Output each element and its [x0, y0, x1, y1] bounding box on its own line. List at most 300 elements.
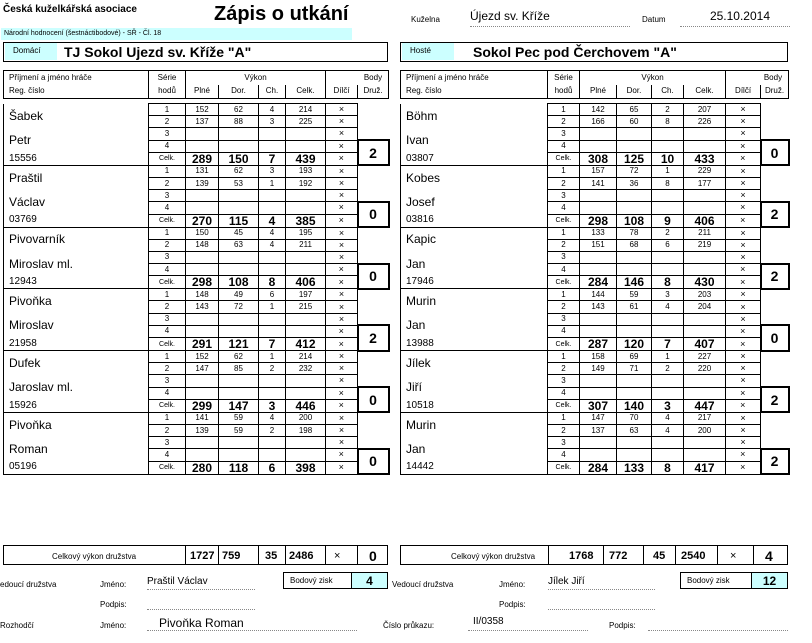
series-number: 4: [149, 387, 186, 399]
series-number: 4: [548, 202, 580, 214]
series-value: 4: [259, 104, 286, 116]
total-label: Celk.: [548, 214, 580, 227]
partial-points-cell: ×: [326, 437, 358, 449]
series-value: [684, 375, 726, 387]
series-value: 166: [580, 116, 617, 128]
series-value: 8: [652, 177, 684, 189]
table-row: [401, 251, 789, 263]
table-row: [4, 214, 389, 227]
away-header-ch: Ch.: [652, 85, 684, 99]
table-row: [4, 251, 389, 263]
table-row: [4, 289, 389, 301]
series-value: [259, 437, 286, 449]
player-first-name: Jan: [401, 313, 548, 337]
series-value: [286, 313, 326, 325]
home-header-player: Příjmení a jméno hráče: [4, 71, 149, 85]
series-value: 200: [684, 424, 726, 436]
player-total-value: 447: [684, 399, 726, 412]
player-points: 0: [761, 140, 789, 165]
player-reg-number: 15556: [4, 152, 149, 165]
series-number: 1: [548, 104, 580, 116]
series-value: [219, 190, 259, 202]
series-value: [186, 251, 219, 263]
series-value: 131: [186, 165, 219, 177]
partial-points-cell: ×: [726, 116, 761, 128]
home-points-gain: [283, 572, 388, 589]
player-total-value: 446: [286, 399, 326, 412]
series-value: [617, 437, 652, 449]
series-value: [580, 387, 617, 399]
player-total-value: 8: [652, 461, 684, 474]
player-points: 2: [761, 264, 789, 289]
series-value: 193: [286, 165, 326, 177]
series-number: 4: [548, 449, 580, 461]
series-value: [286, 128, 326, 140]
series-value: [684, 437, 726, 449]
partial-points-cell: ×: [326, 116, 358, 128]
partial-points-cell: ×: [726, 437, 761, 449]
venue-label: Kuželna: [411, 15, 440, 24]
player-points: 0: [761, 325, 789, 350]
player-total-value: 140: [617, 399, 652, 412]
series-number: 1: [548, 412, 580, 424]
total-label: Celk.: [548, 276, 580, 289]
points-spacer: [358, 104, 389, 141]
series-value: 62: [219, 165, 259, 177]
series-value: [286, 190, 326, 202]
home-header-dor: Dor.: [219, 85, 259, 99]
series-value: [186, 202, 219, 214]
table-row: [401, 338, 789, 351]
home-tag: Domácí: [5, 43, 57, 60]
player-first-name: Václav: [4, 190, 149, 214]
partial-points-cell: ×: [726, 140, 761, 152]
player-reg-number: 17946: [401, 276, 548, 289]
player-first-name: Petr: [4, 128, 149, 152]
series-number: 2: [149, 301, 186, 313]
series-value: 70: [617, 412, 652, 424]
series-value: 198: [286, 424, 326, 436]
partial-points-cell: ×: [326, 128, 358, 140]
series-number: 3: [548, 190, 580, 202]
partial-points-cell: ×: [726, 214, 761, 227]
series-value: [652, 437, 684, 449]
player-first-name: Miroslav: [4, 313, 149, 337]
partial-points-cell: ×: [726, 375, 761, 387]
player-surname: Kobes: [401, 165, 548, 189]
home-header-series: Série: [149, 71, 186, 85]
player-total-value: 407: [684, 338, 726, 351]
series-value: [219, 437, 259, 449]
series-value: [186, 387, 219, 399]
player-total-value: 8: [652, 276, 684, 289]
series-value: [684, 313, 726, 325]
series-value: 72: [219, 301, 259, 313]
series-value: 3: [259, 116, 286, 128]
date-value: 25.10.2014: [680, 9, 790, 27]
table-row: [4, 351, 389, 363]
series-value: [286, 140, 326, 152]
series-value: 88: [219, 116, 259, 128]
player-first-name: Jiří: [401, 375, 548, 399]
player-points: 0: [358, 202, 389, 227]
player-total-value: 108: [219, 276, 259, 289]
series-value: 68: [617, 239, 652, 251]
points-spacer: [358, 289, 389, 326]
series-value: 1: [259, 351, 286, 363]
home-signature-line[interactable]: [147, 596, 255, 610]
partial-points-cell: ×: [726, 165, 761, 177]
series-number: 3: [548, 375, 580, 387]
series-value: 141: [580, 177, 617, 189]
series-value: [259, 375, 286, 387]
away-total-ch: 45: [653, 550, 666, 562]
partial-points-cell: ×: [726, 152, 761, 165]
home-header-celk: Celk.: [286, 85, 326, 99]
total-label: Celk.: [149, 461, 186, 474]
partial-points-cell: ×: [326, 301, 358, 313]
card-label: Číslo průkazu:: [383, 621, 435, 630]
away-points-gain-label: Bodový zisk: [687, 576, 730, 585]
player-reg-number: 10518: [401, 399, 548, 412]
away-signature-label: Podpis:: [499, 600, 526, 609]
partial-points-cell: ×: [726, 190, 761, 202]
series-value: [186, 140, 219, 152]
series-value: 200: [286, 412, 326, 424]
away-header-druz: Druž.: [761, 85, 789, 99]
series-value: [580, 264, 617, 276]
away-leader-name: Jílek Jiří: [548, 576, 655, 590]
series-number: 2: [548, 301, 580, 313]
series-value: 69: [617, 351, 652, 363]
player-total-value: 298: [580, 214, 617, 227]
series-value: [219, 325, 259, 337]
table-row: [401, 276, 789, 289]
home-header-dilci: Dílčí: [326, 85, 358, 99]
player-total-value: 6: [259, 461, 286, 474]
series-number: 1: [149, 104, 186, 116]
player-points: 0: [358, 387, 389, 412]
away-tag: Hosté: [402, 43, 454, 60]
home-total-ch: 35: [265, 550, 278, 562]
table-row: [401, 437, 789, 449]
partial-points-cell: ×: [726, 387, 761, 399]
player-total-value: 287: [580, 338, 617, 351]
partial-points-cell: ×: [326, 251, 358, 263]
series-value: 197: [286, 289, 326, 301]
series-number: 3: [149, 190, 186, 202]
series-value: [286, 264, 326, 276]
player-reg-number: 03769: [4, 214, 149, 227]
series-value: 59: [219, 412, 259, 424]
table-row: [401, 128, 789, 140]
series-value: 225: [286, 116, 326, 128]
partial-points-cell: ×: [326, 399, 358, 412]
series-value: 232: [286, 363, 326, 375]
partial-points-cell: ×: [326, 214, 358, 227]
series-value: [219, 264, 259, 276]
series-value: 85: [219, 363, 259, 375]
home-total-dor: 759: [222, 550, 241, 562]
player-total-value: 3: [259, 399, 286, 412]
series-value: 2: [652, 363, 684, 375]
series-value: 71: [617, 363, 652, 375]
series-value: [259, 325, 286, 337]
series-value: 6: [259, 289, 286, 301]
series-number: 3: [149, 375, 186, 387]
player-reg-number: 05196: [4, 461, 149, 474]
series-value: 215: [286, 301, 326, 313]
partial-points-cell: ×: [726, 276, 761, 289]
total-label: Celk.: [149, 152, 186, 165]
away-results-table: [400, 70, 790, 475]
partial-points-cell: ×: [726, 424, 761, 436]
series-value: [580, 128, 617, 140]
partial-points-cell: ×: [726, 104, 761, 116]
partial-points-cell: ×: [726, 202, 761, 214]
series-value: 4: [652, 424, 684, 436]
series-value: [652, 313, 684, 325]
away-total-label: Celkový výkon družstva: [451, 552, 536, 561]
series-value: [580, 437, 617, 449]
player-total-value: 291: [186, 338, 219, 351]
series-number: 3: [149, 437, 186, 449]
partial-points-cell: ×: [326, 387, 358, 399]
table-row: [401, 214, 789, 227]
table-row: [401, 289, 789, 301]
points-spacer: [358, 165, 389, 202]
home-name-label: Jméno:: [100, 580, 127, 589]
series-value: 78: [617, 227, 652, 239]
partial-points-cell: ×: [726, 363, 761, 375]
player-surname: Pivoňka: [4, 289, 149, 313]
player-total-value: 406: [286, 276, 326, 289]
series-number: 1: [149, 165, 186, 177]
series-value: 45: [219, 227, 259, 239]
away-header-dilci: Dílčí: [726, 85, 761, 99]
partial-points-cell: ×: [726, 449, 761, 461]
series-value: [580, 202, 617, 214]
away-header-celk: Celk.: [684, 85, 726, 99]
away-header-player: Příjmení a jméno hráče: [401, 71, 548, 85]
partial-points-cell: ×: [726, 264, 761, 276]
series-value: [652, 264, 684, 276]
player-first-name: Ivan: [401, 128, 548, 152]
series-value: 150: [186, 227, 219, 239]
partial-points-cell: ×: [326, 289, 358, 301]
series-value: [580, 449, 617, 461]
series-value: [286, 325, 326, 337]
series-value: 60: [617, 116, 652, 128]
player-surname: Dufek: [4, 351, 149, 375]
series-value: [617, 190, 652, 202]
partial-points-cell: ×: [726, 239, 761, 251]
series-value: 36: [617, 177, 652, 189]
series-number: 2: [548, 424, 580, 436]
player-reg-number: 14442: [401, 461, 548, 474]
series-value: [259, 313, 286, 325]
series-value: [652, 375, 684, 387]
away-header-hodu: hodů: [548, 85, 580, 99]
series-number: 4: [149, 449, 186, 461]
series-value: 137: [186, 116, 219, 128]
series-value: [617, 313, 652, 325]
home-header-performance: Výkon: [186, 71, 326, 85]
series-value: [617, 128, 652, 140]
series-value: 61: [617, 301, 652, 313]
player-reg-number: 13988: [401, 338, 548, 351]
player-total-value: 115: [219, 214, 259, 227]
series-value: [286, 437, 326, 449]
player-total-value: 108: [617, 214, 652, 227]
referee-signature-line[interactable]: [648, 616, 788, 631]
series-value: [684, 387, 726, 399]
player-points: 2: [358, 325, 389, 350]
series-value: 4: [652, 301, 684, 313]
series-value: 204: [684, 301, 726, 313]
series-value: [652, 251, 684, 263]
series-number: 1: [548, 289, 580, 301]
total-label: Celk.: [149, 338, 186, 351]
series-value: 137: [580, 424, 617, 436]
series-number: 2: [548, 116, 580, 128]
series-value: [186, 128, 219, 140]
player-points: 2: [761, 449, 789, 474]
series-number: 2: [149, 116, 186, 128]
series-value: [617, 202, 652, 214]
series-value: [580, 375, 617, 387]
away-name-label: Jméno:: [499, 580, 526, 589]
partial-points-cell: ×: [726, 461, 761, 474]
series-number: 2: [149, 363, 186, 375]
home-header-ch: Ch.: [259, 85, 286, 99]
series-number: 1: [548, 165, 580, 177]
series-value: 147: [580, 412, 617, 424]
partial-points-cell: ×: [326, 449, 358, 461]
home-total-points: 0: [369, 548, 377, 564]
series-value: 59: [617, 289, 652, 301]
series-value: 72: [617, 165, 652, 177]
referee-label: Rozhodčí: [0, 621, 34, 630]
partial-points-cell: ×: [326, 461, 358, 474]
away-total-plne: 1768: [569, 550, 594, 562]
total-label: Celk.: [548, 399, 580, 412]
series-value: 229: [684, 165, 726, 177]
table-row: [4, 227, 389, 239]
series-value: 59: [219, 424, 259, 436]
series-value: 214: [286, 104, 326, 116]
series-number: 4: [149, 264, 186, 276]
series-value: [259, 251, 286, 263]
player-total-value: 298: [186, 276, 219, 289]
player-reg-number: 21958: [4, 338, 149, 351]
player-total-value: 284: [580, 276, 617, 289]
series-value: 139: [186, 177, 219, 189]
away-header-points: Body: [726, 71, 789, 85]
series-value: [580, 251, 617, 263]
series-value: 207: [684, 104, 726, 116]
home-header-reg: Reg. číslo: [4, 85, 149, 99]
series-number: 4: [149, 325, 186, 337]
series-value: 63: [617, 424, 652, 436]
series-value: [652, 128, 684, 140]
partial-points-cell: ×: [326, 276, 358, 289]
player-first-name: Jan: [401, 251, 548, 275]
series-number: 3: [149, 313, 186, 325]
table-row: [4, 375, 389, 387]
player-surname: Murin: [401, 412, 548, 436]
player-surname: Praštil: [4, 165, 149, 189]
series-number: 4: [548, 264, 580, 276]
player-total-value: 289: [186, 152, 219, 165]
points-spacer: [761, 289, 789, 326]
series-value: 2: [259, 363, 286, 375]
series-number: 2: [149, 424, 186, 436]
player-total-value: 7: [259, 338, 286, 351]
player-first-name: Roman: [4, 437, 149, 461]
referee-name-label: Jméno:: [100, 621, 127, 630]
referee-name: Pivoňka Roman: [147, 616, 357, 631]
series-number: 4: [149, 140, 186, 152]
series-number: 4: [548, 325, 580, 337]
table-row: [4, 412, 389, 424]
series-value: 144: [580, 289, 617, 301]
away-signature-line[interactable]: [548, 596, 655, 610]
series-value: [617, 375, 652, 387]
player-total-value: 7: [259, 152, 286, 165]
away-team-header: [400, 42, 788, 62]
series-number: 3: [149, 128, 186, 140]
series-value: [684, 140, 726, 152]
partial-points-cell: ×: [326, 264, 358, 276]
away-total-x: ×: [730, 550, 737, 562]
series-value: [186, 449, 219, 461]
series-value: 62: [219, 104, 259, 116]
away-header-reg: Reg. číslo: [401, 85, 548, 99]
series-value: 152: [186, 351, 219, 363]
home-signature-label: Podpis:: [100, 600, 127, 609]
series-value: [652, 202, 684, 214]
partial-points-cell: ×: [726, 338, 761, 351]
table-row: [401, 227, 789, 239]
series-value: 2: [652, 227, 684, 239]
series-number: 2: [548, 239, 580, 251]
series-value: [219, 202, 259, 214]
series-number: 1: [548, 351, 580, 363]
series-value: 214: [286, 351, 326, 363]
series-value: 147: [186, 363, 219, 375]
series-value: [186, 264, 219, 276]
series-value: 143: [186, 301, 219, 313]
player-total-value: 385: [286, 214, 326, 227]
series-value: 148: [186, 289, 219, 301]
series-value: 203: [684, 289, 726, 301]
player-first-name: Jaroslav ml.: [4, 375, 149, 399]
series-value: 1: [259, 177, 286, 189]
partial-points-cell: ×: [326, 227, 358, 239]
series-value: 157: [580, 165, 617, 177]
table-row: [4, 338, 389, 351]
home-results-table: [3, 70, 390, 475]
series-value: 49: [219, 289, 259, 301]
series-value: [219, 140, 259, 152]
player-total-value: 9: [652, 214, 684, 227]
player-reg-number: 03816: [401, 214, 548, 227]
home-team-header: [3, 42, 388, 62]
series-value: 143: [580, 301, 617, 313]
table-row: [401, 165, 789, 177]
partial-points-cell: ×: [326, 177, 358, 189]
